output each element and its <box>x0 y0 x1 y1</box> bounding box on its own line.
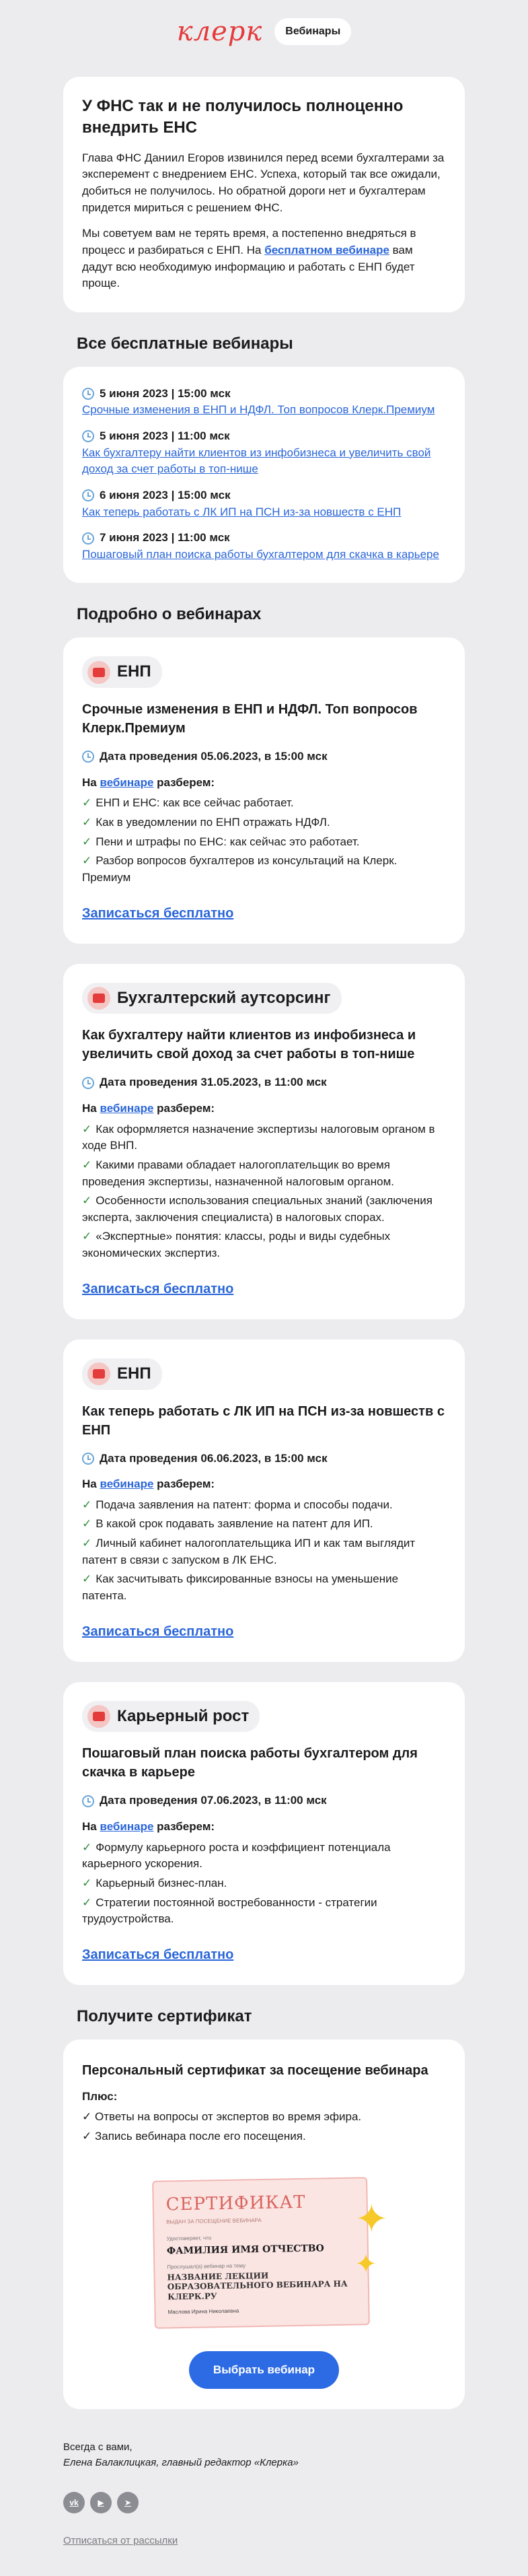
webinar-link[interactable]: вебинаре <box>100 1477 154 1491</box>
check-icon: ✓ <box>82 1572 92 1586</box>
certificate-point: ✓ Запись вебинара после его посещения. <box>82 2130 306 2143</box>
webinar-point <box>82 1157 446 1190</box>
schedule-date-text: 6 июня 2023 | 15:00 мск <box>100 488 231 501</box>
schedule-link[interactable]: Как бухгалтеру найти клиентов из инфобизнеса и увеличить свой доход за счет работы в топ-нише <box>82 446 431 476</box>
webinar-title: Пошаговый план поиска работы бухгалтером для скачка в карьере <box>82 1746 418 1780</box>
social-links <box>63 2492 465 2513</box>
point-text: Карьерный бизнес-план. <box>96 1877 227 1890</box>
webinar-tag-label: ЕНП <box>117 1364 151 1383</box>
schedule-link[interactable]: Как теперь работать с ЛК ИП на ПСН из-за новшеств с ЕНП <box>82 505 402 518</box>
schedule-item <box>82 428 446 478</box>
books-icon <box>87 987 110 1010</box>
signup-link[interactable]: Записаться бесплатно <box>82 1624 234 1639</box>
webinar-lead <box>82 775 446 792</box>
free-webinar-link[interactable]: бесплатном вебинаре <box>264 243 389 256</box>
webinar-point <box>82 1875 446 1892</box>
webinar-date-text: Дата проведения 06.06.2023, в 15:00 мск <box>100 1451 328 1465</box>
choose-webinar-button[interactable]: Выбрать вебинар <box>189 2351 339 2390</box>
schedule-item <box>82 386 446 419</box>
certificate-issued-to: Удостоверяет, что <box>166 2235 211 2242</box>
point-text: Формулу карьерного роста и коэффициент потенциала карьерного ускорения. <box>82 1840 391 1871</box>
lead-text-end: разберем: <box>153 1477 215 1491</box>
webinar-date-text: Дата проведения 05.06.2023, в 15:00 мск <box>100 750 328 763</box>
unsubscribe-link[interactable]: Отписаться от рассылки <box>63 2535 178 2547</box>
clock-icon <box>82 1795 94 1807</box>
webinar-tag <box>82 656 162 688</box>
check-icon: ✓ <box>82 1194 92 1208</box>
webinar-points <box>82 1121 446 1262</box>
webinar-card <box>63 637 465 943</box>
youtube-icon[interactable]: ▶ <box>90 2492 112 2513</box>
details-section-title: Подробно о вебинарах <box>77 605 262 624</box>
webinar-tag-label: Бухгалтерский аутсорсинг <box>117 988 331 1007</box>
point-text: Какими правами обладает налогоплательщик во время проведения экспертизы, назначенной налоговым органом. <box>82 1158 394 1188</box>
webinar-date-text: Дата проведения 31.05.2023, в 11:00 мск <box>100 1076 327 1089</box>
webinar-title: Срочные изменения в ЕНП и НДФЛ. Топ вопросов Клерк.Премиум <box>82 702 418 736</box>
schedule-date-text: 7 июня 2023 | 11:00 мск <box>100 531 230 545</box>
webinar-point <box>82 795 446 812</box>
point-text: Особенности использования специальных знаний (заключения эксперта, заключения специалиста) в налоговых спорах. <box>82 1194 433 1224</box>
klerk-logo[interactable]: клерк <box>176 16 263 47</box>
certificate-sample <box>152 2177 370 2329</box>
webinar-date <box>82 749 446 765</box>
schedule-date <box>82 487 446 504</box>
footer-signature: Елена Балаклицкая, главный редактор «Клерка» <box>63 2456 299 2468</box>
lead-text: На <box>82 1820 100 1834</box>
button-wrap <box>82 2351 446 2390</box>
lead-text: На <box>82 1477 100 1491</box>
schedule-date-text: 5 июня 2023 | 11:00 мск <box>100 429 230 442</box>
schedule-item <box>82 530 446 563</box>
certificate-card <box>63 2040 465 2410</box>
check-icon: ✓ <box>82 854 92 868</box>
point-text: Разбор вопросов бухгалтеров из консультаций на Клерк. Премиум <box>82 854 398 884</box>
point-text: Пени и штрафы по ЕНС: как сейчас это работает. <box>96 835 360 848</box>
schedule-link[interactable]: Пошаговый план поиска работы бухгалтером для скачка в карьере <box>82 547 439 561</box>
vk-icon[interactable]: vk <box>63 2492 85 2513</box>
certificate-points <box>82 2109 446 2145</box>
schedule-item <box>82 487 446 520</box>
schedule-date <box>82 428 446 445</box>
lead-text-end: разберем: <box>153 1820 215 1834</box>
certificate-plus-label: Плюс: <box>82 2089 118 2103</box>
webinar-link[interactable]: вебинаре <box>100 775 154 789</box>
webinar-point <box>82 1228 446 1261</box>
webinar-lead <box>82 1819 446 1836</box>
point-text: Как оформляется назначение экспертизы налоговым органом в ходе ВНП. <box>82 1122 435 1152</box>
certificate-course: НАЗВАНИЕ ЛЕКЦИИ ОБРАЗОВАТЕЛЬНОГО ВЕБИНАРА НА КЛЕРК.РУ <box>166 2270 348 2301</box>
telegram-icon[interactable]: ➤ <box>117 2492 139 2513</box>
webinar-date <box>82 1074 446 1091</box>
books-icon <box>87 1362 110 1385</box>
webinar-card <box>63 1682 465 1985</box>
intro-p2-text: Мы советуем вам не терять время, а постепенно внедряться в процесс и разбираться с ЕНП. На <box>82 227 416 256</box>
webinar-points <box>82 1840 446 1928</box>
footer <box>63 2429 465 2549</box>
check-icon: ✓ <box>82 1230 92 1243</box>
webinar-tag-label: ЕНП <box>117 662 151 681</box>
check-icon: ✓ <box>82 796 92 810</box>
webinar-point <box>82 1895 446 1928</box>
check-icon: ✓ <box>82 1122 92 1136</box>
webinar-lead <box>82 1476 446 1493</box>
point-text: Подача заявления на патент: форма и способы подачи. <box>96 1498 393 1511</box>
clock-icon <box>82 388 94 400</box>
intro-title: У ФНС так и не получилось полноценно внедрить ЕНС <box>82 97 404 137</box>
webinar-tag-label: Карьерный рост <box>117 1706 250 1725</box>
webinar-tag <box>82 983 342 1014</box>
clock-icon <box>82 430 94 442</box>
schedule-link[interactable]: Срочные изменения в ЕНП и НДФЛ. Топ вопросов Клерк.Премиум <box>82 403 435 417</box>
webinar-point <box>82 1121 446 1154</box>
certificate-head: СЕРТИФИКАТ <box>165 2192 306 2215</box>
webinar-point <box>82 834 446 851</box>
certificate-title: Персональный сертификат за посещение вебинара <box>82 2062 428 2078</box>
webinar-tag <box>82 1701 260 1733</box>
schedule-date-text: 5 июня 2023 | 15:00 мск <box>100 386 231 400</box>
clock-icon <box>82 532 94 545</box>
footer-greeting: Всегда с вами, <box>63 2441 133 2453</box>
point-text: Стратегии постоянной востребованности - стратегии трудоустройства. <box>82 1895 377 1926</box>
signup-link[interactable]: Записаться бесплатно <box>82 905 234 921</box>
webinar-tag <box>82 1358 162 1390</box>
schedule-date <box>82 530 446 547</box>
sparkles-icon: ✦ ✦ <box>354 2196 389 2279</box>
certificate-section-title: Получите сертификат <box>77 2007 252 2025</box>
webinar-date <box>82 1451 446 1467</box>
webinar-point <box>82 1571 446 1604</box>
point-text: Как засчитывать фиксированные взносы на уменьшение патента. <box>82 1572 399 1603</box>
check-icon: ✓ <box>82 1895 92 1909</box>
certificate-text: Прослушал(а) вебинар на тему <box>166 2262 246 2270</box>
check-icon: ✓ <box>82 815 92 829</box>
point-text: В какой срок подавать заявление на патент для ИП. <box>96 1517 373 1531</box>
webinar-point <box>82 1497 446 1514</box>
clock-icon <box>82 1453 94 1465</box>
webinar-point <box>82 814 446 831</box>
schedule-date <box>82 386 446 403</box>
certificate-name: ФАМИЛИЯ ИМЯ ОТЧЕСТВО <box>166 2242 324 2256</box>
check-icon: ✓ <box>82 1537 92 1550</box>
lead-text-end: разберем: <box>153 775 215 789</box>
clock-icon <box>82 489 94 501</box>
check-icon: ✓ <box>82 1877 92 1890</box>
webinar-link[interactable]: вебинаре <box>100 1820 154 1834</box>
certificate-point: ✓ Ответы на вопросы от экспертов во время эфира. <box>82 2110 362 2124</box>
schedule-card <box>63 367 465 584</box>
webinar-title: Как бухгалтеру найти клиентов из инфобизнеса и увеличить свой доход за счет работы в топ-нише <box>82 1028 416 1062</box>
intro-p2-text-end: вам дадут всю необходимую информацию и работать с ЕНП будет проще. <box>82 243 415 290</box>
signup-link[interactable]: Записаться бесплатно <box>82 1947 234 1962</box>
clock-icon <box>82 1077 94 1089</box>
check-icon: ✓ <box>82 1158 92 1171</box>
signup-link[interactable]: Записаться бесплатно <box>82 1281 234 1296</box>
check-icon: ✓ <box>82 1840 92 1854</box>
check-icon: ✓ <box>82 835 92 848</box>
webinar-point <box>82 1535 446 1568</box>
webinar-points <box>82 795 446 886</box>
certificate-signer: Маслова Ирина Николаевна <box>167 2307 239 2316</box>
lead-text: На <box>82 1101 100 1115</box>
books-icon <box>87 1705 110 1728</box>
intro-paragraph-2 <box>82 225 446 292</box>
intro-paragraph-1: Глава ФНС Даниил Егоров извинился перед всеми бухгалтерами за эксперемент с внедрением ЕНС. Успеха, который так все ожидали, добиться не получилось. Но обратной дороги нет и бухгалтерам придется мириться с решением ФНС. <box>82 151 445 214</box>
header <box>63 15 465 48</box>
webinar-point <box>82 853 446 886</box>
lead-text: На <box>82 775 100 789</box>
webinar-date <box>82 1792 446 1809</box>
lead-text-end: разберем: <box>153 1101 215 1115</box>
schedule-section-title: Все бесплатные вебинары <box>77 334 293 353</box>
webinar-link[interactable]: вебинаре <box>100 1101 154 1115</box>
point-text: Личный кабинет налогоплательщика ИП и как там выглядит патент в связи с запуском в ЛК ЕНС. <box>82 1537 416 1566</box>
certificate-image <box>153 2172 389 2334</box>
webinar-card <box>63 964 465 1319</box>
webinar-points <box>82 1497 446 1605</box>
webinars-badge: Вебинары <box>274 18 351 44</box>
webinar-point <box>82 1840 446 1873</box>
intro-card <box>63 77 465 312</box>
webinar-date-text: Дата проведения 07.06.2023, в 11:00 мск <box>100 1794 327 1807</box>
webinar-title: Как теперь работать с ЛК ИП на ПСН из-за новшеств с ЕНП <box>82 1403 445 1438</box>
webinar-point <box>82 1193 446 1226</box>
point-text: ЕНП и ЕНС: как все сейчас работает. <box>96 796 294 810</box>
point-text: Как в уведомлении по ЕНП отражать НДФЛ. <box>96 815 330 829</box>
check-icon: ✓ <box>82 1517 92 1531</box>
certificate-sub: ВЫДАН ЗА ПОСЕЩЕНИЕ ВЕБИНАРА <box>165 2217 262 2225</box>
webinar-lead <box>82 1101 446 1117</box>
webinar-point <box>82 1516 446 1533</box>
webinar-card <box>63 1339 465 1662</box>
books-icon <box>87 661 110 684</box>
point-text: «Экспертные» понятия: классы, роды и виды судебных экономических экспертиз. <box>82 1230 391 1260</box>
check-icon: ✓ <box>82 1498 92 1511</box>
clock-icon <box>82 751 94 763</box>
